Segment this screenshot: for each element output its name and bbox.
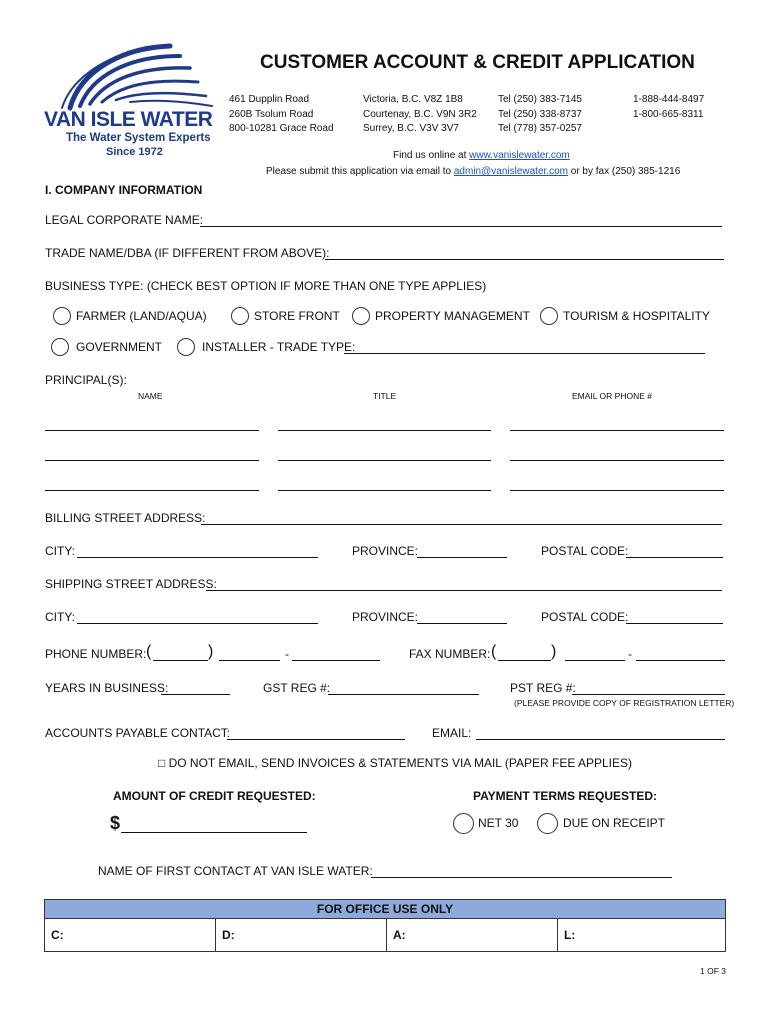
installer-radio[interactable]: [177, 338, 195, 356]
net30-radio[interactable]: [453, 813, 474, 834]
city-line: Courtenay, B.C. V9N 3R2: [363, 108, 477, 120]
fax-line-field[interactable]: [636, 660, 725, 661]
principal-1-email-field[interactable]: [510, 430, 724, 431]
address-line: 800-10281 Grace Road: [229, 123, 334, 134]
first-contact-field[interactable]: [371, 877, 672, 878]
phone-area-open-paren: (: [146, 643, 152, 660]
business-type-label: BUSINESS TYPE: (CHECK BEST OPTION IF MORE THAN ONE TYPE APPLIES): [45, 279, 487, 293]
gst-label: GST REG #:: [263, 681, 331, 695]
due-on-receipt-radio[interactable]: [537, 813, 558, 834]
section-heading: I. COMPANY INFORMATION: [45, 183, 203, 197]
shipping-postal-label: POSTAL CODE:: [541, 610, 629, 624]
registration-note: (PLEASE PROVIDE COPY OF REGISTRATION LETTER): [514, 698, 735, 708]
trade-type-field[interactable]: [344, 353, 705, 354]
credit-requested-label: AMOUNT OF CREDIT REQUESTED:: [113, 789, 316, 803]
years-label: YEARS IN BUSINESS:: [45, 681, 169, 695]
page-number: 1 OF 3: [700, 966, 726, 976]
shipping-address-field[interactable]: [206, 590, 722, 591]
principal-name-header: NAME: [138, 391, 163, 401]
email-link[interactable]: admin@vanislewater.com: [453, 166, 568, 177]
fax-area-close-paren: ): [551, 643, 557, 660]
submit-suffix: or by fax (250) 385-1216: [567, 166, 681, 177]
tourism-radio[interactable]: [540, 307, 558, 325]
terms-requested-label: PAYMENT TERMS REQUESTED:: [473, 789, 658, 803]
submit-line: [266, 166, 680, 177]
phone-label: PHONE NUMBER:: [45, 647, 147, 661]
principal-3-name-field[interactable]: [45, 490, 259, 491]
ap-contact-field[interactable]: [227, 739, 405, 740]
credit-amount-field[interactable]: [121, 832, 307, 833]
billing-postal-field[interactable]: [626, 557, 723, 558]
company-logo: [40, 42, 220, 157]
fax-dash: -: [628, 647, 632, 661]
website-link[interactable]: www.vanislewater.com: [469, 150, 570, 161]
shipping-city-label: CITY:: [45, 610, 76, 624]
billing-address-field[interactable]: [201, 524, 722, 525]
trade-name-field[interactable]: [325, 259, 724, 260]
trade-name-label: TRADE NAME/DBA (IF DIFFERENT FROM ABOVE):: [45, 246, 330, 260]
first-contact-label: NAME OF FIRST CONTACT AT VAN ISLE WATER:: [98, 864, 373, 878]
shipping-province-label: PROVINCE:: [352, 610, 419, 624]
principal-2-title-field[interactable]: [278, 460, 491, 461]
tel-line: Tel (250) 338-8737: [498, 108, 582, 120]
principal-1-name-field[interactable]: [45, 430, 259, 431]
legal-name-label: LEGAL CORPORATE NAME:: [45, 213, 204, 227]
shipping-postal-field[interactable]: [626, 623, 723, 624]
billing-postal-label: POSTAL CODE:: [541, 544, 629, 558]
dollar-sign: $: [110, 813, 121, 833]
city-line: Victoria, B.C. V8Z 1B8: [363, 94, 463, 105]
address-col-3: [498, 93, 582, 137]
gst-field[interactable]: [328, 694, 479, 695]
phone-line-field[interactable]: [292, 660, 380, 661]
due-on-receipt-label: DUE ON RECEIPT: [563, 816, 666, 830]
shipping-province-field[interactable]: [417, 623, 507, 624]
net30-label: NET 30: [478, 816, 519, 830]
property-management-radio[interactable]: [352, 307, 370, 325]
online-prefix: Find us online at: [393, 150, 470, 161]
ap-contact-label: ACCOUNTS PAYABLE CONTACT:: [45, 726, 231, 740]
store-front-radio[interactable]: [231, 307, 249, 325]
tollfree-line: 1-800-665-8311: [633, 108, 704, 120]
property-management-label: PROPERTY MANAGEMENT: [375, 309, 530, 323]
phone-dash: -: [285, 647, 289, 661]
brand-tagline: The Water System Experts: [66, 132, 211, 144]
billing-address-label: BILLING STREET ADDRESS:: [45, 511, 206, 525]
online-line: [393, 150, 570, 161]
pst-field[interactable]: [572, 694, 725, 695]
principal-title-header: TITLE: [373, 391, 397, 401]
tourism-label: TOURISM & HOSPITALITY: [563, 309, 710, 323]
principal-3-email-field[interactable]: [510, 490, 724, 491]
years-field[interactable]: [161, 694, 230, 695]
wave-logo-icon: [40, 42, 220, 114]
installer-label: INSTALLER - TRADE TYPE:: [202, 340, 356, 354]
fax-label: FAX NUMBER:: [409, 647, 491, 661]
ap-email-label: EMAIL:: [432, 726, 472, 740]
tel-line: Tel (778) 357-0257: [498, 123, 582, 134]
principal-2-email-field[interactable]: [510, 460, 724, 461]
office-cell-d[interactable]: D:: [216, 919, 387, 952]
address-line: 260B Tsolum Road: [229, 108, 314, 120]
page-title: CUSTOMER ACCOUNT & CREDIT APPLICATION: [260, 52, 695, 73]
billing-city-label: CITY:: [45, 544, 76, 558]
address-col-1: [229, 93, 334, 137]
shipping-address-label: SHIPPING STREET ADDRESS:: [45, 577, 217, 591]
submit-prefix: Please submit this application via email to: [266, 166, 454, 177]
fax-area-field[interactable]: [498, 660, 551, 661]
brand-since: Since 1972: [106, 146, 163, 158]
phone-area-field[interactable]: [153, 660, 208, 661]
address-col-4: [633, 93, 704, 122]
address-col-2: [363, 93, 477, 137]
principals-label: PRINCIPAL(S):: [45, 373, 127, 387]
office-use-table: [44, 899, 726, 952]
billing-province-field[interactable]: [417, 557, 507, 558]
farmer-label: FARMER (LAND/AQUA): [76, 309, 207, 323]
pst-label: PST REG #:: [510, 681, 576, 695]
government-radio[interactable]: [51, 338, 69, 356]
office-cell-l[interactable]: L:: [558, 919, 726, 952]
principal-1-title-field[interactable]: [278, 430, 491, 431]
office-cell-c[interactable]: C:: [45, 919, 216, 952]
fax-area-open-paren: (: [491, 643, 497, 660]
phone-area-close-paren: ): [208, 643, 214, 660]
legal-name-field[interactable]: [200, 226, 722, 227]
office-use-heading: FOR OFFICE USE ONLY: [45, 900, 726, 919]
shipping-city-field[interactable]: [77, 623, 318, 624]
tollfree-line: 1-888-444-8497: [633, 94, 705, 105]
principal-2-name-field[interactable]: [45, 460, 259, 461]
principal-email-header: EMAIL OR PHONE #: [572, 391, 652, 401]
tel-line: Tel (250) 383-7145: [498, 94, 582, 105]
brand-name: VAN ISLE WATER: [44, 108, 213, 131]
billing-province-label: PROVINCE:: [352, 544, 419, 558]
office-cell-a[interactable]: A:: [387, 919, 558, 952]
ap-email-field[interactable]: [476, 739, 725, 740]
store-front-label: STORE FRONT: [254, 309, 340, 323]
no-email-checkbox-line[interactable]: □ DO NOT EMAIL, SEND INVOICES & STATEMENTS VIA MAIL (PAPER FEE APPLIES): [158, 756, 633, 770]
farmer-radio[interactable]: [53, 307, 71, 325]
address-line: 461 Dupplin Road: [229, 94, 310, 105]
city-line: Surrey, B.C. V3V 3V7: [363, 123, 459, 134]
fax-prefix-field[interactable]: [565, 660, 625, 661]
government-label: GOVERNMENT: [76, 340, 163, 354]
phone-prefix-field[interactable]: [219, 660, 280, 661]
billing-city-field[interactable]: [77, 557, 318, 558]
principal-3-title-field[interactable]: [278, 490, 491, 491]
